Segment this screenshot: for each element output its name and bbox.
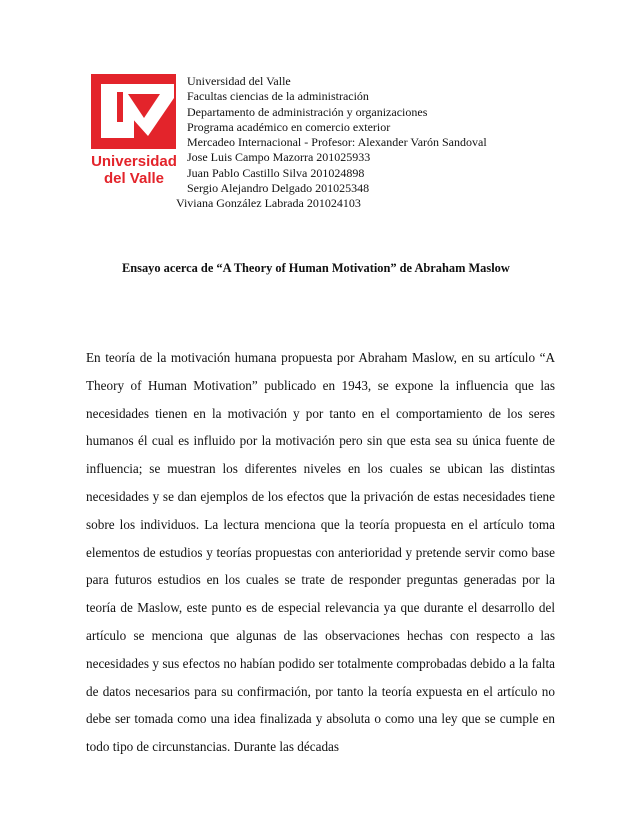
header-block — [176, 74, 487, 212]
header-line: Viviana González Labrada 201024103 — [176, 196, 361, 211]
header-line: Sergio Alejandro Delgado 201025348 — [187, 181, 370, 196]
essay-body: En teoría de la motivación humana propuesta por Abraham Maslow, en su artículo “A Theory of Human Motivation” publicado en 1943, se expone la influencia que las necesidades tienen en la motivación y por tanto en el comportamiento de los seres humanos él cual es influido por la motivación pero sin que esta sea su única fuente de influencia; se muestran los diferentes niveles en los cuales se ubican las distintas necesidades y se dan ejemplos de los efectos que la privación de estas necesidades tiene sobre los individuos. La lectura menciona que la teoría propuesta en el artículo toma elementos de estudios y teorías propuestas con anterioridad y pretende servir como base para futuros estudios en los cuales se trate de responder preguntas generadas por la teoría de Maslow, este punto es de especial relevancia ya que durante el desarrollo del artículo se menciona que algunas de las observaciones hechas con respecto a las necesidades y sus efectos no habían podido ser totalmente comprobadas debido a la falta de datos necesarios para su confirmación, por tanto la teoría expuesta en el artículo no debe ser tomada como una idea finalizada y absoluta o como una ley que se cumple en todo tipo de circunstancias. Durante las décadas — [86, 350, 555, 755]
header-line: Programa académico en comercio exterior — [187, 119, 391, 134]
header-line: Universidad del Valle — [187, 74, 291, 88]
university-logo — [88, 74, 180, 186]
logo-text-line1: Universidad — [91, 153, 177, 170]
essay-title: Ensayo acerca de “A Theory of Human Motivation” de Abraham Maslow — [122, 261, 510, 275]
logo-text-line2: del Valle — [103, 170, 165, 186]
header-line: Facultas ciencias de la administración — [187, 89, 369, 104]
header-line: Jose Luis Campo Mazorra 201025933 — [187, 150, 371, 165]
header-line: Juan Pablo Castillo Silva 201024898 — [187, 165, 365, 180]
header-line: Departamento de administración y organizaciones — [187, 104, 428, 119]
header-line: Mercadeo Internacional - Profesor: Alexander Varón Sandoval — [187, 135, 487, 150]
